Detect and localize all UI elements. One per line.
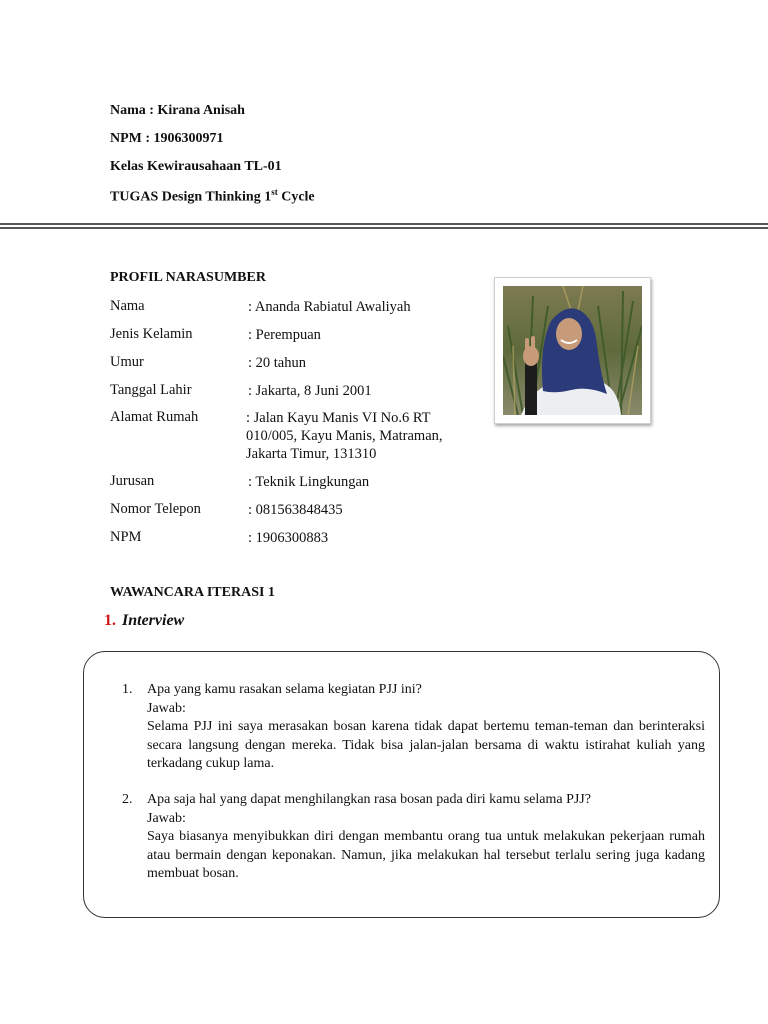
interview-heading-text: Interview	[122, 612, 185, 629]
profile-value-phone: : 081563848435	[248, 502, 343, 518]
profile-value-npm: : 1906300883	[248, 530, 329, 546]
profile-value-nama: : Ananda Rabiatul Awaliyah	[248, 299, 411, 315]
profile-value-major: : Teknik Lingkungan	[248, 474, 370, 490]
profile-label-age: Umur	[110, 354, 144, 370]
profile-section-title: PROFIL NARASUMBER	[110, 270, 266, 285]
profile-label-npm: NPM	[110, 529, 142, 545]
profile-photo-illustration	[503, 286, 642, 415]
header-divider-top	[0, 223, 768, 225]
task-title-prefix: TUGAS Design Thinking 1	[110, 189, 272, 205]
address-line-1: : Jalan Kayu Manis VI No.6 RT	[246, 410, 431, 426]
answer-label: Jawab:	[147, 700, 186, 716]
interview-heading	[104, 612, 184, 630]
student-name: Nama : Kirana Anisah	[110, 103, 245, 118]
profile-label-phone: Nomor Telepon	[110, 501, 201, 517]
profile-label-address: Alamat Rumah	[110, 409, 199, 425]
task-title-superscript: st	[271, 187, 278, 197]
interview-section-title: WAWANCARA ITERASI 1	[110, 585, 275, 600]
question-number: 2.	[122, 792, 133, 807]
answer-text: Saya biasanya menyibukkan diri dengan membantu orang tua untuk melakukan pekerjaan rumah atau bermain dengan keponakan. Namun, jika melakukan hal tersebut terlalu sering juga kadang membuat bosan.	[147, 829, 705, 881]
profile-label-nama: Nama	[110, 298, 145, 314]
profile-value-birth: : Jakarta, 8 Juni 2001	[248, 383, 372, 399]
question-text: Apa saja hal yang dapat menghilangkan rasa bosan pada diri kamu selama PJJ?	[147, 792, 591, 807]
question-number: 1.	[122, 682, 133, 697]
profile-value-gender: : Perempuan	[248, 327, 321, 343]
task-title-suffix: Cycle	[277, 189, 315, 205]
task-title	[110, 187, 315, 206]
profile-value-address	[246, 409, 443, 463]
address-line-2: 010/005, Kayu Manis, Matraman,	[246, 428, 443, 444]
address-line-3: Jakarta Timur, 131310	[246, 446, 377, 462]
question-text: Apa yang kamu rasakan selama kegiatan PJJ ini?	[147, 682, 422, 697]
interview-question-item	[122, 681, 705, 774]
answer-label: Jawab:	[147, 810, 186, 826]
profile-label-birth: Tanggal Lahir	[110, 382, 192, 398]
header-divider-bottom	[0, 227, 768, 229]
answer-text: Selama PJJ ini saya merasakan bosan karena tidak dapat bertemu teman-teman dan berinteraksi secara langsung dengan mereka. Tidak bisa jalan-jalan bersama di waktu istirahat kuliah yang terkadang cukup lama.	[147, 719, 705, 771]
profile-label-gender: Jenis Kelamin	[110, 326, 193, 342]
class-name: Kelas Kewirausahaan TL-01	[110, 159, 282, 174]
profile-value-age: : 20 tahun	[248, 355, 306, 371]
profile-label-major: Jurusan	[110, 473, 155, 489]
student-npm: NPM : 1906300971	[110, 131, 224, 146]
interview-question-item	[122, 791, 705, 884]
interview-heading-number: 1.	[104, 612, 116, 629]
profile-photo	[494, 277, 651, 424]
